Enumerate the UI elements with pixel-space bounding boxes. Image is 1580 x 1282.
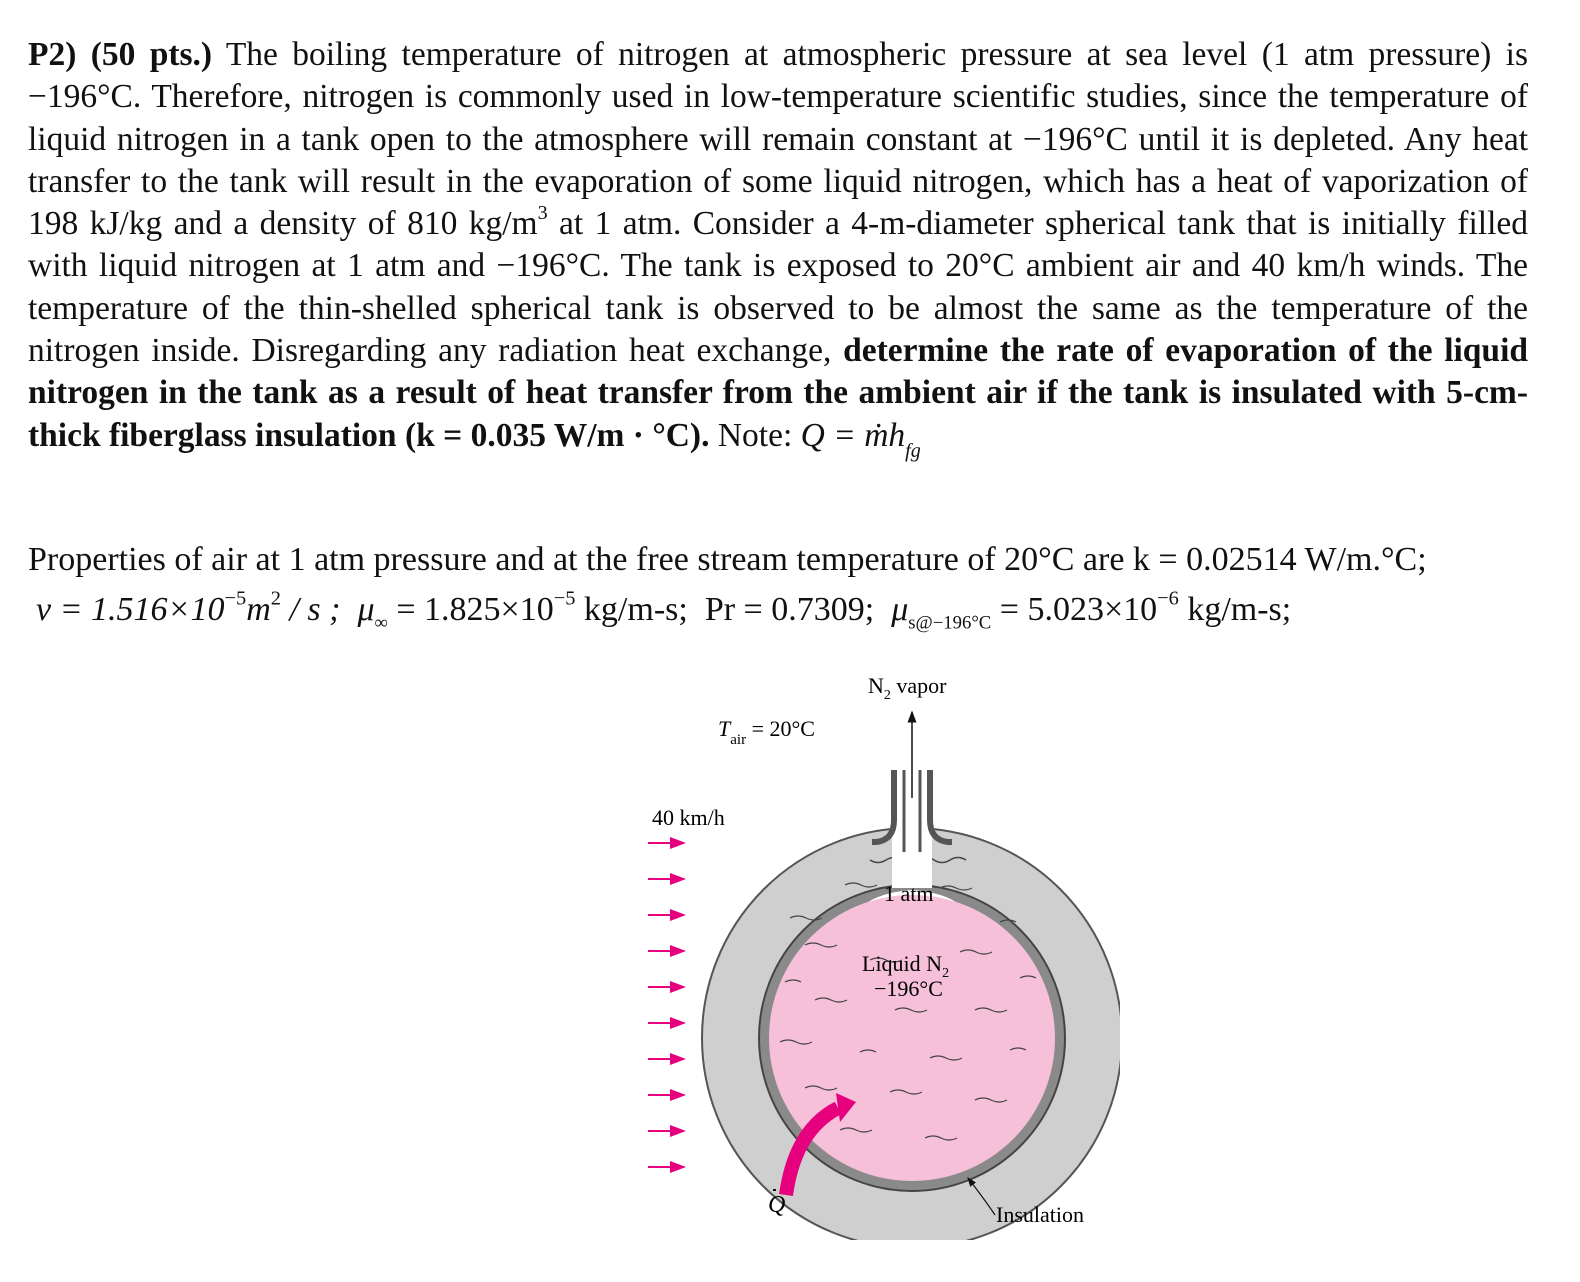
note-formula: Q = ṁh <box>800 416 906 454</box>
mu-s-value: = 5.023×10 <box>991 591 1158 628</box>
air-properties <box>28 535 1568 648</box>
nu-unit-exponent: 2 <box>270 587 281 610</box>
note-formula-subscript: fg <box>905 439 921 462</box>
nu-unit: m <box>246 591 271 628</box>
heat-rate-label: Q <box>768 1192 786 1218</box>
note-label: Note: <box>709 416 801 454</box>
liquid-temperature-label: −196°C <box>874 976 943 1001</box>
problem-intro: The boiling temperature of nitrogen at atmospheric pressure at sea level (1 atm pressure) is −196°C. Therefore, nitrogen is commonly used in low-temperature scientific studies, since the temperature of liquid nitrogen in a tank open to the atmosphere will remain constant at −196°C until it is depleted. Any heat transfer to the tank will result in the evaporation of some liquid nitrogen, which has a heat of vaporization of 198 kJ/kg and a density of 810 kg/m <box>28 36 1528 243</box>
problem-header: P2) (50 pts.) <box>28 36 213 73</box>
vapor-label: $N_2$ vapor <box>868 673 947 703</box>
pressure-label: 1 atm <box>884 881 934 906</box>
tank-diagram <box>640 660 1120 1240</box>
mu-inf-value: = 1.825×10 <box>387 591 554 628</box>
mu-inf-symbol: μ <box>357 591 375 628</box>
properties-line-1: Properties of air at 1 atm pressure and at the free stream temperature of 20°C are k = 0.02514 W/m.°C; <box>28 541 1427 578</box>
nu-exponent: −5 <box>224 587 247 610</box>
mu-inf-exponent: −5 <box>553 587 576 610</box>
nu-value: ν = 1.516×10 <box>36 591 225 628</box>
tank-figure <box>640 660 1120 1245</box>
mu-inf-unit: kg/m-s; <box>575 591 688 628</box>
prandtl-number: Pr = 0.7309; <box>704 591 875 628</box>
mu-s-unit: kg/m-s; <box>1178 591 1292 628</box>
insulation-label: Insulation <box>996 1202 1084 1227</box>
properties-line-2 <box>28 585 1568 648</box>
air-temperature-label: $T_{air} = 20^\circ C$ <box>718 716 815 748</box>
mu-s-symbol: μ <box>891 591 909 628</box>
problem-statement <box>28 34 1528 472</box>
liquid-label: Liquid $N_2$ <box>862 951 950 981</box>
problem-intro-continued: at 1 atm. Consider a 4-m-diameter spherical tank that is initially filled with liquid nitrogen at 1 atm and −196°C. The tank is exposed to 20°C ambient air and 40 km/h winds. The temperature of the thin-shelled spherical tank is observed to be almost the same as the temperature of the nitrogen inside. Disregarding any radiation heat exchange, <box>28 205 1529 370</box>
mu-s-exponent: −6 <box>1157 587 1179 610</box>
mu-s-subscript: s@−196°C <box>908 612 992 634</box>
mu-inf-subscript: ∞ <box>374 612 388 634</box>
nu-unit-rest: / s ; <box>280 591 341 628</box>
density-exponent: 3 <box>537 202 548 225</box>
wind-arrows <box>648 843 684 1167</box>
problem-task: determine the rate of evaporation of the liquid nitrogen in the tank as a result of heat transfer from the ambient air if the tank is insulated with 5-cm-thick fiberglass insulation (k = 0.035 W/m · °C). <box>28 332 1529 454</box>
wind-speed-label: 40 km/h <box>652 805 725 830</box>
